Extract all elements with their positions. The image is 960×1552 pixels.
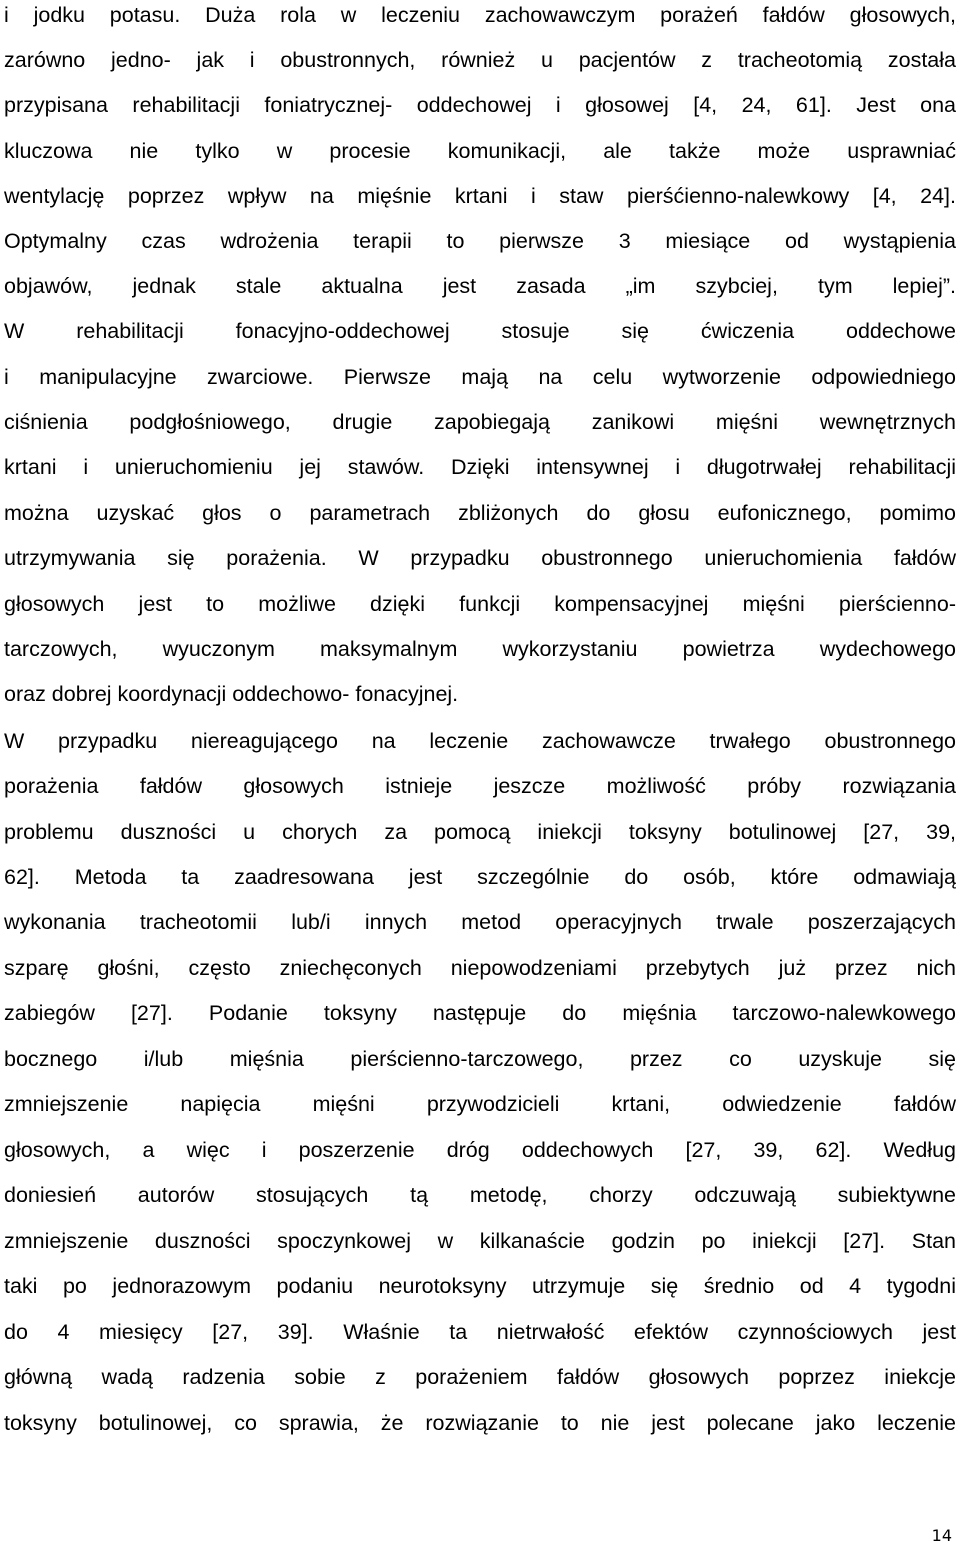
text-line: wentylację poprzez wpływ na mięśnie krtani i staw pierśćienno-nalewkowy [4, 24]. — [4, 184, 956, 208]
text-line: krtani i unieruchomieniu jej stawów. Dzięki intensywnej i długotrwałej rehabilitacji — [4, 455, 956, 479]
text-line: zmniejszenie duszności spoczynkowej w kilkanaście godzin po iniekcji [27]. Stan — [4, 1229, 956, 1253]
text-line: doniesień autorów stosujących tą metodę, chorzy odczuwają subiektywne — [4, 1183, 956, 1207]
text-line: tarczowych, wyuczonym maksymalnym wykorzystaniu powietrza wydechowego — [4, 637, 956, 661]
text-line: taki po jednorazowym podaniu neurotoksyny utrzymuje się średnio od 4 tygodni — [4, 1274, 956, 1298]
page-number: 14 — [931, 1526, 952, 1545]
text-line: bocznego i/lub mięśnia pierścienno-tarczowego, przez co uzyskuje się — [4, 1047, 956, 1071]
text-line: głosowych jest to możliwe dzięki funkcji kompensacyjnej mięśni pierścienno- — [4, 592, 956, 616]
text-line: i manipulacyjne zwarciowe. Pierwsze mają na celu wytworzenie odpowiedniego — [4, 365, 956, 389]
text-line: Optymalny czas wdrożenia terapii to pierwsze 3 miesiące od wystąpienia — [4, 229, 956, 253]
text-line: toksyny botulinowej, co sprawia, że rozwiązanie to nie jest polecane jako leczenie — [4, 1411, 956, 1435]
text-line: przypisana rehabilitacji foniatrycznej- oddechowej i głosowej [4, 24, 61]. Jest ona — [4, 93, 956, 117]
text-line: problemu duszności u chorych za pomocą iniekcji toksyny botulinowej [27, 39, — [4, 820, 956, 844]
text-line: W rehabilitacji fonacyjno-oddechowej stosuje się ćwiczenia oddechowe — [4, 319, 956, 343]
text-line: kluczowa nie tylko w procesie komunikacji, ale także może usprawniać — [4, 139, 956, 163]
text-line: głosowych, a więc i poszerzenie dróg oddechowych [27, 39, 62]. Według — [4, 1138, 956, 1162]
text-line: 62]. Metoda ta zaadresowana jest szczególnie do osób, które odmawiają — [4, 865, 956, 889]
text-line: do 4 miesięcy [27, 39]. Właśnie ta nietrwałość efektów czynnościowych jest — [4, 1320, 956, 1344]
text-line: zmniejszenie napięcia mięśni przywodzicieli krtani, odwiedzenie fałdów — [4, 1092, 956, 1116]
text-line: utrzymywania się porażenia. W przypadku obustronnego unieruchomienia fałdów — [4, 546, 956, 570]
text-line: wykonania tracheotomii lub/i innych metod operacyjnych trwale poszerzających — [4, 910, 956, 934]
text-line: zarówno jedno- jak i obustronnych, również u pacjentów z tracheotomią została — [4, 48, 956, 72]
text-line: i jodku potasu. Duża rola w leczeniu zachowawczym porażeń fałdów głosowych, — [4, 3, 956, 27]
text-line: zabiegów [27]. Podanie toksyny następuje do mięśnia tarczowo-nalewkowego — [4, 1001, 956, 1025]
text-line: W przypadku niereagującego na leczenie zachowawcze trwałego obustronnego — [4, 729, 956, 753]
text-line: ciśnienia podgłośniowego, drugie zapobiegają zanikowi mięśni wewnętrznych — [4, 410, 956, 434]
text-line: objawów, jednak stale aktualna jest zasada „im szybciej, tym lepiej”. — [4, 274, 956, 298]
text-line: oraz dobrej koordynacji oddechowo- fonacyjnej. — [4, 682, 459, 706]
text-line: szparę głośni, często zniechęconych niepowodzeniami przebytych już przez nich — [4, 956, 956, 980]
text-line: można uzyskać głos o parametrach zbliżonych do głosu eufonicznego, pomimo — [4, 501, 956, 525]
text-line: główną wadą radzenia sobie z porażeniem fałdów głosowych poprzez iniekcje — [4, 1365, 956, 1389]
text-line: porażenia fałdów głosowych istnieje jeszcze możliwość próby rozwiązania — [4, 774, 956, 798]
